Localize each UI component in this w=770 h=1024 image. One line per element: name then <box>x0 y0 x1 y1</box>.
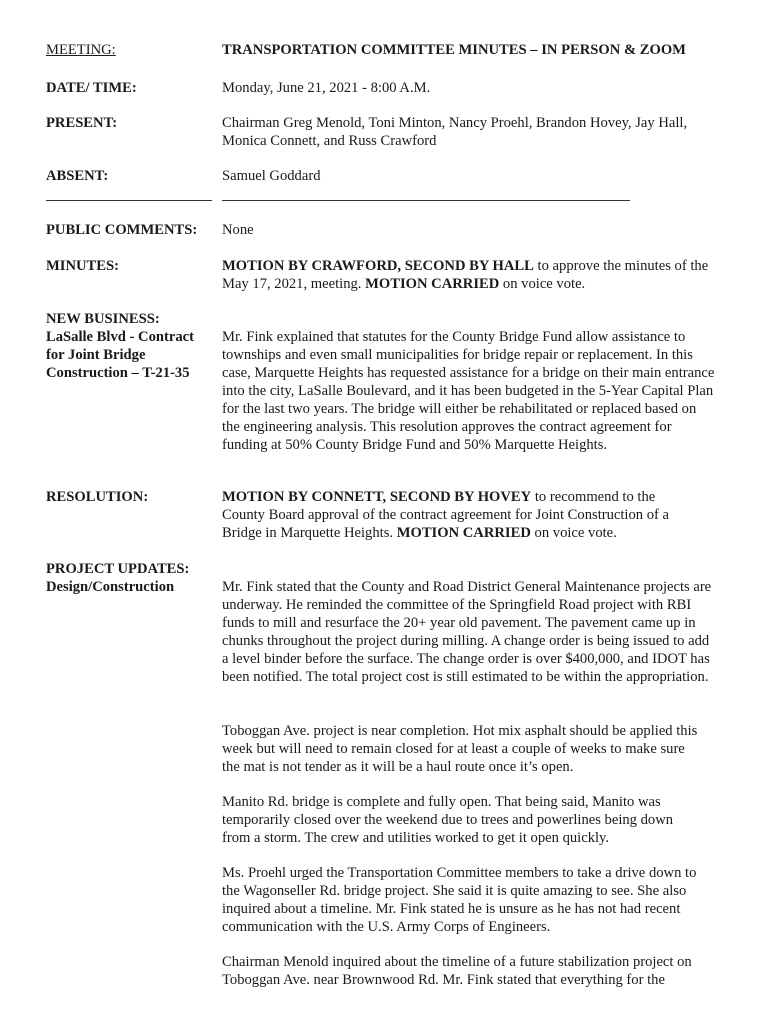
minutes-text-part2: on voice vote. <box>499 276 586 292</box>
resolution-text-part2: on voice vote. <box>530 525 617 541</box>
update-paragraph: Chairman Menold inquired about the timeline of a future stabilization project on Toboggan Ave. near Brownwood Rd. Mr. Fink stated that everything for the <box>222 954 692 988</box>
new-business-label: NEW BUSINESS: <box>46 311 160 327</box>
present-label: PRESENT: <box>46 115 118 131</box>
update-paragraph: Toboggan Ave. project is near completion. Hot mix asphalt should be applied this week but will need to remain closed for at least a couple of weeks to make sure the mat is not tender as it will be a haul route once it’s open. <box>222 723 698 775</box>
update-paragraph: Manito Rd. bridge is complete and fully open. That being said, Manito was temporarily closed over the weekend due to trees and powerlines being down from a storm. The crew and utilities worked to get it open quickly. <box>222 794 674 846</box>
date-time-label: DATE/ TIME: <box>46 80 137 96</box>
absent-value: Samuel Goddard <box>222 168 321 184</box>
minutes-motion: MOTION BY CRAWFORD, SECOND BY HALL <box>222 258 534 274</box>
resolution-label: RESOLUTION: <box>46 489 149 505</box>
resolution-text-part1: to recommend to the County Board approval of the contract agreement for Joint Construction of a Bridge in Marquette Heights. <box>222 489 670 541</box>
public-comments-label: PUBLIC COMMENTS: <box>46 222 198 238</box>
minutes-text <box>222 257 714 293</box>
new-business-item-title: LaSalle Blvd - Contract for Joint Bridge Construction – T-21-35 <box>46 329 194 381</box>
meeting-label: MEETING: <box>46 42 116 58</box>
date-time-value: Monday, June 21, 2021 - 8:00 A.M. <box>222 80 431 96</box>
minutes-label: MINUTES: <box>46 258 119 274</box>
update-paragraph: Ms. Proehl urged the Transportation Committee members to take a drive down to the Wagonseller Rd. bridge project. She said it is quite amazing to see. She also inquired about a timeline. Mr. Fink stated he is unsure as he has not had recent communication with the U.S. Army Corps of Engineers. <box>222 865 697 935</box>
divider-right <box>222 200 630 201</box>
minutes-text-part1: to approve the minutes of the May 17, 2021, meeting. <box>222 258 709 292</box>
present-value: Chairman Greg Menold, Toni Minton, Nancy Proehl, Brandon Hovey, Jay Hall, Monica Connett, and Russ Crawford <box>222 115 688 149</box>
project-updates-sublabel: Design/Construction <box>46 579 175 595</box>
divider-left <box>46 200 212 201</box>
new-business-text: Mr. Fink explained that statutes for the County Bridge Fund allow assistance to townships and even small municipalities for bridge repair or replacement. In this case, Marquette Heights has requested assistance for a bridge on their main entrance into the city, LaSalle Boulevard, and it has been budgeted in the 5-Year Capital Plan for the last two years. The bridge will either be rehabilitated or replaced based on the engineering analysis. This resolution approves the contract agreement for funding at 50% County Bridge Fund and 50% Marquette Heights. <box>222 329 715 453</box>
update-paragraph: Mr. Fink stated that the County and Road District General Maintenance projects are underway. He reminded the committee of the Springfield Road project with RBI funds to mill and resurface the 20+ year old pavement. The pavement came up in chunks throughout the project during milling. A change order is being issued to add a level binder before the surface. The change order is over $400,000, and IDOT has been notified. The total project cost is still estimated to be within the appropriation. <box>222 579 712 685</box>
minutes-carried: MOTION CARRIED <box>365 276 500 292</box>
project-updates-label: PROJECT UPDATES: <box>46 561 190 577</box>
resolution-motion: MOTION BY CONNETT, SECOND BY HOVEY <box>222 489 532 505</box>
resolution-carried: MOTION CARRIED <box>396 525 531 541</box>
absent-label: ABSENT: <box>46 168 109 184</box>
resolution-text <box>222 488 692 542</box>
public-comments-value: None <box>222 222 254 238</box>
meeting-title: TRANSPORTATION COMMITTEE MINUTES – IN PERSON & ZOOM <box>222 42 686 58</box>
